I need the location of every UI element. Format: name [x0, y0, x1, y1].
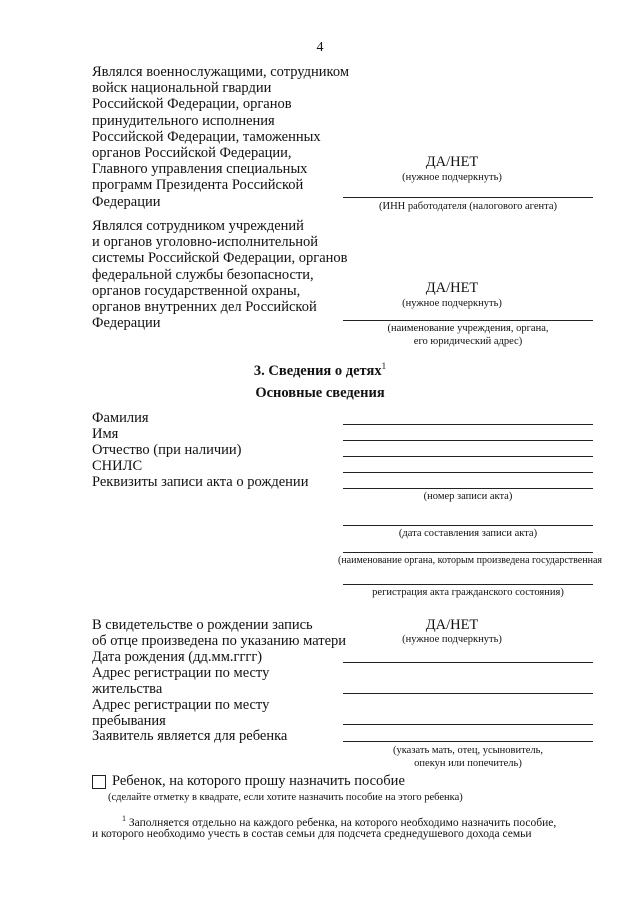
father-record-yes-no-choice[interactable]: ДА/НЕТ [425, 617, 479, 633]
military-service-question: Являлся военнослужащими, сотрудником войск национальной гвардии Российской Федерации, органов принудительного исполнения Российской Федерации, таможенных органов Российской Федерации, Главного управления специальных программ Президента Российской Федерации [92, 64, 349, 210]
employer-inn-input-line[interactable] [343, 197, 593, 198]
institution-input-line[interactable] [343, 320, 593, 321]
father-record-hint: (нужное подчеркнуть) [402, 634, 502, 645]
registry-office-input-line-2[interactable] [343, 584, 593, 585]
applicant-relation-input-line[interactable] [343, 741, 593, 742]
birth-date-label: Дата рождения (дд.мм.гггг) [92, 649, 263, 665]
name-input-line[interactable] [343, 440, 593, 441]
snils-label: СНИЛС [92, 458, 143, 474]
section-title [0, 361, 640, 380]
page-number: 4 [316, 40, 324, 55]
patronymic-label: Отчество (при наличии) [92, 442, 242, 458]
military-choice-hint: (нужное подчеркнуть) [402, 172, 502, 183]
stay-address-input-line[interactable] [343, 724, 593, 725]
stay-address-label: Адрес регистрации по месту пребывания [92, 697, 270, 730]
institution-caption: (наименование учреждения, органа, его юридический адрес) [387, 323, 549, 347]
benefit-checkbox-label: Ребенок, на которого прошу назначить пособие [112, 773, 405, 789]
birth-record-label: Реквизиты записи акта о рождении [92, 474, 309, 490]
benefit-checkbox[interactable] [92, 775, 106, 789]
registry-office-input-line[interactable] [343, 552, 593, 553]
record-number-input-line[interactable] [343, 488, 593, 489]
surname-label: Фамилия [92, 410, 149, 426]
footnote-line-2: и которого необходимо учесть в состав семьи для подсчета среднедушевого дохода семьи [92, 828, 532, 840]
law-enforcement-service-question: Являлся сотрудником учреждений и органов уголовно-исполнительной системы Российской Федерации, органов федеральной службы безопасности, органов государственной охраны, органов внутренних дел Российской Федерации [92, 218, 348, 332]
name-label: Имя [92, 426, 119, 442]
registry-office-caption-line2: регистрация акта гражданского состояния) [372, 587, 564, 598]
record-number-caption: (номер записи акта) [423, 491, 513, 502]
law-enforcement-yes-no-choice[interactable]: ДА/НЕТ [425, 280, 479, 296]
benefit-checkbox-hint: (сделайте отметку в квадрате, если хотите назначить пособие на этого ребенка) [108, 792, 463, 803]
record-date-caption: (дата составления записи акта) [398, 528, 538, 539]
applicant-relation-caption: (указать мать, отец, усыновитель, опекун или попечитель) [392, 745, 544, 769]
birth-date-input-line[interactable] [343, 662, 593, 663]
father-record-question: В свидетельстве о рождении запись об отце произведена по указанию матери [92, 617, 347, 650]
section-title-text: 3. Сведения о детях [253, 362, 382, 379]
registry-office-caption-line1: (наименование органа, которым произведена государственная [338, 555, 602, 566]
surname-input-line[interactable] [343, 424, 593, 425]
record-date-input-line[interactable] [343, 525, 593, 526]
footnote-mark: 1 [122, 814, 126, 823]
residence-address-input-line[interactable] [343, 693, 593, 694]
patronymic-input-line[interactable] [343, 456, 593, 457]
applicant-relation-label: Заявитель является для ребенка [92, 728, 288, 744]
law-enforcement-choice-hint: (нужное подчеркнуть) [402, 298, 502, 309]
section-subtitle: Основные сведения [255, 385, 385, 401]
section-footnote-mark: 1 [381, 361, 387, 371]
employer-inn-caption: (ИНН работодателя (налогового агента) [379, 201, 557, 212]
residence-address-label: Адрес регистрации по месту жительства [92, 665, 270, 698]
footnote-text-1: Заполняется отдельно на каждого ребенка, на которого необходимо назначить пособие, [128, 816, 557, 829]
military-yes-no-choice[interactable]: ДА/НЕТ [425, 154, 479, 170]
snils-input-line[interactable] [343, 472, 593, 473]
